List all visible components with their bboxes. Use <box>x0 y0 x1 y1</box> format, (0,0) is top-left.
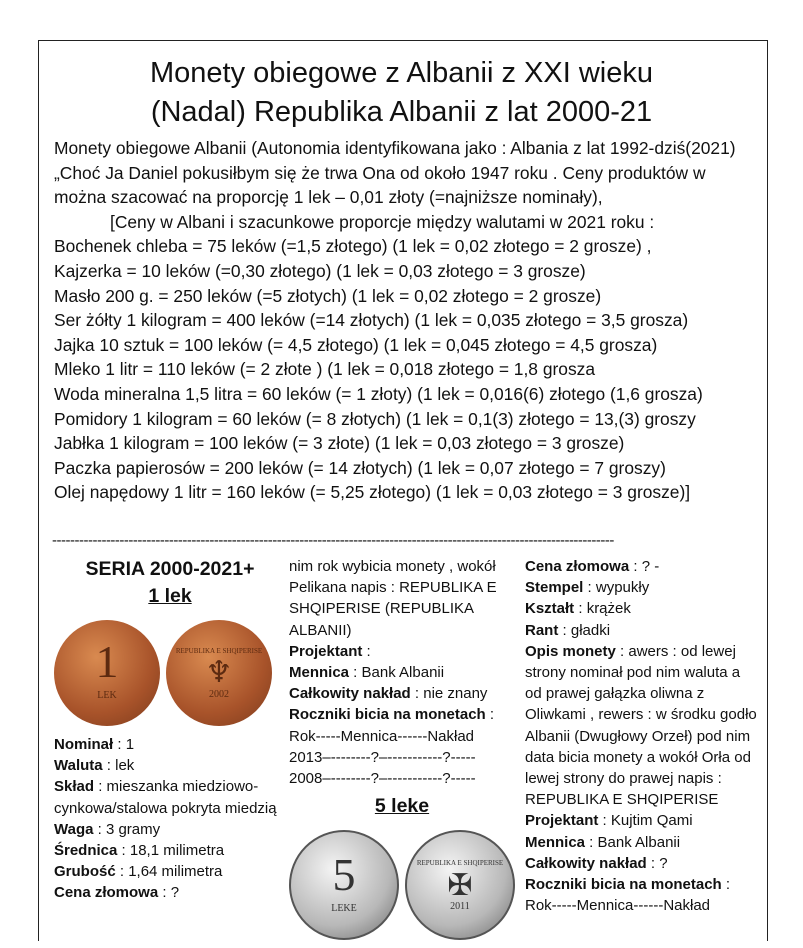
field-value: : Bank Albanii <box>349 664 445 682</box>
coin-legend: REPUBLIKA E SHQIPERISE <box>175 647 263 656</box>
price-item: Ser żółty 1 kilogram = 400 leków (=14 złotych) (1 lek = 0,035 złotego = 3,5 grosza) <box>54 310 689 331</box>
spec-field <box>54 734 286 755</box>
field-label: Średnica <box>54 842 118 860</box>
price-item: Masło 200 g. = 250 leków (=5 złotych) (1 lek = 0,02 złotego = 2 grosze) <box>54 285 602 306</box>
price-item: Jabłka 1 kilogram = 100 leków (= 3 złote) (1 lek = 0,03 złotego = 3 grosze) <box>54 433 625 454</box>
field-value: : ? <box>158 884 180 902</box>
field-label: Roczniki bicia na monetach <box>525 876 722 894</box>
spec-field <box>525 853 760 874</box>
coin-unit: LEK <box>97 690 117 702</box>
field-label: Grubość <box>54 863 116 881</box>
field-value: : krążek <box>574 600 631 618</box>
field-value: : gładki <box>558 621 611 639</box>
coin-legend: REPUBLIKA E SHQIPERISE <box>416 859 504 868</box>
price-item: Olej napędowy 1 litr = 160 leków (= 5,25 złotego) (1 lek = 0,03 złotego = 3 grosze)] <box>54 482 691 503</box>
spec-field <box>289 704 515 725</box>
field-label: Nominał <box>54 736 114 753</box>
spec-field <box>54 861 286 882</box>
spec-field <box>525 810 760 831</box>
spec-field <box>54 755 286 776</box>
coin-obverse-image <box>54 620 160 726</box>
spec-field <box>525 577 760 598</box>
spec-field <box>289 683 515 704</box>
field-value: : ? - <box>629 558 660 575</box>
field-label: Waga <box>54 820 94 838</box>
field-value: : Bank Albanii <box>585 833 681 851</box>
field-label: Projektant <box>525 812 599 830</box>
field-value: : Kujtim Qami <box>598 812 693 830</box>
column-2 <box>289 556 515 948</box>
column-1 <box>54 556 286 904</box>
mint-table-row: Rok-----Mennica------Nakład <box>289 727 475 745</box>
price-item: Jajka 10 sztuk = 100 leków (= 4,5 złotego) (1 lek = 0,045 złotego = 4,5 grosza) <box>54 334 658 355</box>
mint-table-row: Rok-----Mennica------Nakład <box>525 897 711 915</box>
intro-section <box>54 136 754 505</box>
price-item: Mleko 1 litr = 110 leków (= 2 złote ) (1 lek = 0,018 złotego = 1,8 grosza <box>54 359 596 380</box>
pelican-icon: ♆ <box>205 656 233 690</box>
field-label: Cena złomowa <box>525 558 630 575</box>
column-3 <box>525 556 760 916</box>
series-heading: SERIA 2000-2021+ <box>85 558 255 580</box>
spec-field <box>54 882 286 903</box>
price-item: Bochenek chleba = 75 leków (=1,5 złotego) (1 lek = 0,02 złotego = 2 grosze) , <box>54 236 652 257</box>
field-value: : 1 <box>113 736 135 753</box>
field-label: Opis monety <box>525 642 616 660</box>
coin-title-1-lek: 1 lek <box>148 585 192 607</box>
coin-obverse-image <box>289 830 399 940</box>
description-continued: nim rok wybicia monety , wokół Pelikana napis : REPUBLIKA E SHQIPERISE (REPUBLIKA ALBANII) <box>289 558 497 639</box>
spec-field <box>54 819 286 840</box>
field-label: Całkowity nakład <box>289 685 411 703</box>
field-label: Roczniki bicia na monetach <box>289 706 486 724</box>
field-value: : awers : od lewej strony nominał pod nim waluta a od prawej gałązka oliwna z Oliwkami , rewers : w środku godło Albanii (Dwugłowy Orzeł) pod nim data bicia monety a wokół Orła od lewej strony do prawej napis : REPUBLIKA E SHQIPERISE <box>525 642 757 809</box>
field-value: : 3 gramy <box>93 820 161 838</box>
coin-value: 1 <box>95 636 119 688</box>
coin-year: 2011 <box>450 900 470 912</box>
price-item: Pomidory 1 kilogram = 60 leków (= 8 złotych) (1 lek = 0,1(3) złotego = 13,(3) groszy <box>54 408 696 429</box>
field-value: : mieszanka miedziowo-cynkowa/stalowa pokryta miedzią <box>54 778 277 817</box>
price-item: Woda mineralna 1,5 litra = 60 leków (= 1 złoty) (1 lek = 0,016(6) złotego (1,6 grosza) <box>54 383 703 404</box>
spec-field <box>525 874 760 895</box>
field-value: : 1,64 milimetra <box>115 863 223 881</box>
spec-field <box>525 641 760 811</box>
coin-reverse-image <box>405 830 515 940</box>
field-value: : <box>721 876 731 894</box>
spec-field <box>525 832 760 853</box>
document-subtitle: (Nadal) Republika Albanii z lat 2000-21 <box>150 96 653 128</box>
coin-images-1-lek <box>54 620 286 726</box>
field-label: Cena złomowa <box>54 884 159 902</box>
field-label: Waluta <box>54 757 103 775</box>
eagle-icon: ✠ <box>447 868 473 902</box>
price-item: Kajzerka = 10 leków (=0,30 złotego) (1 lek = 0,03 złotego = 3 grosze) <box>54 260 586 281</box>
price-list <box>54 234 754 505</box>
field-label: Skład <box>54 778 95 796</box>
mint-table-row: 2008–--------?–-----------?----- <box>289 770 476 788</box>
spec-field <box>525 556 760 577</box>
coin-value: 5 <box>332 848 356 900</box>
coin-reverse-image <box>166 620 272 726</box>
price-item: Paczka papierosów = 200 leków (= 14 złotych) (1 lek = 0,07 złotego = 7 groszy) <box>54 457 666 478</box>
intro-paragraph: Monety obiegowe Albanii (Autonomia identyfikowana jako : Albania z lat 1992-dziś(2021) „Choć Ja Daniel pokusiłbym się że trwa Ona od około 1947 roku . Ceny produktów w można szacować na proporcję 1 lek – 0,01 złoty (=najniższe nominały), <box>54 138 736 208</box>
field-value: : nie znany <box>410 685 488 703</box>
spec-field <box>289 662 515 683</box>
field-value: : wypukły <box>583 579 650 597</box>
coin-images-5-leke <box>289 830 515 940</box>
field-value: : ? <box>646 854 668 872</box>
field-label: Rant <box>525 621 559 639</box>
mint-table-row: 2013–--------?–-----------?----- <box>289 748 476 766</box>
prices-header: [Ceny w Albani i szacunkowe proporcje między walutami w 2021 roku : <box>110 211 655 232</box>
coin-title-5-leke: 5 leke <box>374 795 430 818</box>
spec-field <box>54 840 286 861</box>
field-value: : <box>362 642 371 660</box>
coin-year: 2002 <box>209 688 229 700</box>
field-label: Kształt <box>525 600 575 618</box>
field-label: Całkowity nakład <box>525 854 647 872</box>
document-title: Monety obiegowe z Albanii z XXI wieku <box>150 57 653 89</box>
coin-unit: LEKE <box>331 902 357 914</box>
field-label: Projektant <box>289 642 363 660</box>
field-value: : 18,1 milimetra <box>117 842 225 860</box>
field-label: Mennica <box>525 833 586 851</box>
field-value: : lek <box>102 757 135 775</box>
spec-field <box>525 620 760 641</box>
field-label: Mennica <box>289 664 350 682</box>
field-label: Stempel <box>525 579 584 597</box>
spec-field <box>525 598 760 619</box>
field-value: : <box>485 706 495 724</box>
spec-field <box>289 641 515 662</box>
spec-field <box>54 776 286 818</box>
separator: ----------------------------------------------------------------------------------------------------------------------------- <box>52 532 614 549</box>
